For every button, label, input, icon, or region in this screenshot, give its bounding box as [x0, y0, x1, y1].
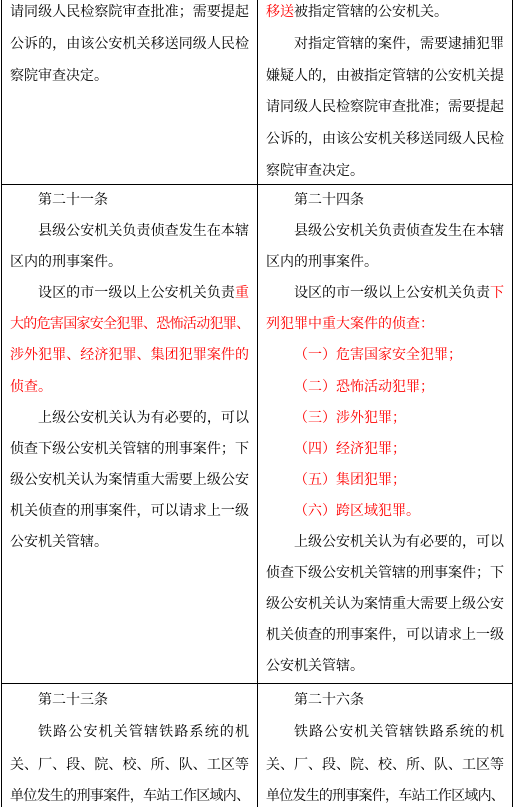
list-item — [266, 403, 504, 434]
changed-text: 下 — [490, 285, 504, 302]
paragraph — [10, 403, 249, 558]
changed-text-line: 涉外犯罪、经济犯罪、集团犯罪案件的 — [10, 347, 249, 364]
paragraph — [10, 216, 249, 278]
text-line: 区内的刑事案件。 — [266, 254, 378, 271]
text-line: 请同级人民检察院审查批准；需要提起 — [266, 99, 504, 116]
right-cell — [258, 185, 512, 683]
changed-text-line: （六）跨区域犯罪。 — [294, 502, 420, 519]
cell-content — [10, 684, 249, 807]
text-line: 察院审查决定。 — [266, 162, 364, 179]
left-cell — [2, 185, 258, 683]
text-line: 铁路公安机关管辖铁路系统的机 — [38, 724, 249, 741]
paragraph — [266, 278, 504, 340]
right-cell — [258, 0, 512, 184]
left-cell — [2, 684, 258, 807]
right-cell — [258, 684, 512, 807]
text-line: 级公安机关认为案情重大需要上级公安 — [266, 596, 504, 613]
cell-content — [266, 0, 504, 184]
paragraph — [266, 0, 504, 29]
paragraph — [266, 527, 504, 682]
list-item — [266, 372, 504, 403]
list-item — [266, 465, 504, 496]
changed-text-line: （五）集团犯罪； — [294, 471, 406, 488]
text-line — [266, 0, 504, 29]
text-line: 关、厂、段、院、校、所、队、工区等 — [266, 756, 504, 773]
text-line: 县级公安机关负责侦查发生在本辖 — [38, 223, 249, 240]
paragraph — [266, 29, 504, 184]
changed-text-line: 大的危害国家安全犯罪、恐怖活动犯罪、 — [10, 316, 250, 333]
list-item — [266, 496, 504, 527]
cell-content — [266, 684, 504, 807]
paragraph — [10, 278, 249, 402]
table-row — [2, 684, 512, 807]
changed-text: 重 — [235, 285, 249, 302]
text-line: 上级公安机关认为有必要的，可以 — [38, 409, 249, 426]
text-line: 单位发生的刑事案件，车站工作区域内、 — [266, 788, 504, 805]
article-heading: 第二十六条 — [294, 692, 364, 708]
text-line: 侦查下级公安机关管辖的刑事案件；下 — [10, 440, 249, 457]
text-line — [266, 278, 504, 309]
list-item — [266, 434, 504, 465]
comparison-table — [1, 0, 513, 807]
text-line: 上级公安机关认为有必要的，可以 — [294, 534, 504, 551]
text-line — [10, 278, 249, 309]
text-line: 县级公安机关负责侦查发生在本辖 — [294, 223, 504, 240]
text-line: 关、厂、段、院、校、所、队、工区等 — [10, 756, 249, 773]
changed-text-line: 列犯罪中重大案件的侦查： — [266, 316, 434, 333]
text-line: 嫌疑人的，由被指定管辖的公安机关提 — [266, 67, 504, 84]
changed-text-line: （一）危害国家安全犯罪； — [294, 347, 462, 364]
plain-text: 设区的市一级以上公安机关负责 — [38, 285, 235, 302]
text-line: 公安机关管辖。 — [10, 534, 108, 551]
text-line: 侦查下级公安机关管辖的刑事案件；下 — [266, 565, 504, 582]
article-heading: 第二十四条 — [294, 192, 364, 208]
changed-text-line: （四）经济犯罪； — [294, 440, 406, 457]
changed-text-line: （二）恐怖活动犯罪； — [294, 378, 434, 395]
list-item — [266, 340, 504, 371]
table-row — [2, 185, 512, 684]
changed-text: 移送 — [266, 4, 294, 20]
cell-content — [10, 185, 249, 558]
cell-content — [266, 185, 504, 683]
article-heading: 第二十一条 — [38, 192, 108, 208]
text-line: 单位发生的刑事案件，车站工作区域内、 — [10, 788, 250, 805]
text-line: 区内的刑事案件。 — [10, 254, 122, 271]
changed-text-line: 侦查。 — [10, 378, 52, 395]
plain-text: 设区的市一级以上公安机关负责 — [294, 285, 490, 302]
text-line: 公安机关管辖。 — [266, 658, 364, 675]
table-row — [2, 0, 512, 185]
paragraph — [266, 216, 504, 278]
text-line: 级公安机关认为案情重大需要上级公安 — [10, 471, 249, 488]
text-line: 机关侦查的刑事案件，可以请求上一级 — [266, 627, 504, 644]
paragraph — [266, 716, 504, 807]
text-line: 对指定管辖的案件，需要逮捕犯罪 — [294, 35, 504, 52]
article-heading: 第二十三条 — [38, 692, 108, 708]
changed-text-line: （三）涉外犯罪； — [294, 409, 406, 426]
text-line: 公诉的，由该公安机关移送同级人民检 — [10, 35, 249, 52]
text-line: 公诉的，由该公安机关移送同级人民检 — [266, 131, 504, 148]
left-cell — [2, 0, 258, 184]
text-line: 铁路公安机关管辖铁路系统的机 — [294, 724, 504, 741]
cell-content — [10, 0, 249, 92]
text-line: 机关侦查的刑事案件，可以请求上一级 — [10, 502, 249, 519]
paragraph — [10, 0, 249, 92]
text-line: 请同级人民检察院审查批准；需要提起 — [10, 4, 249, 20]
text-line: 察院审查决定。 — [10, 67, 108, 84]
paragraph — [10, 716, 249, 807]
plain-text: 被指定管辖的公安机关。 — [294, 4, 448, 20]
